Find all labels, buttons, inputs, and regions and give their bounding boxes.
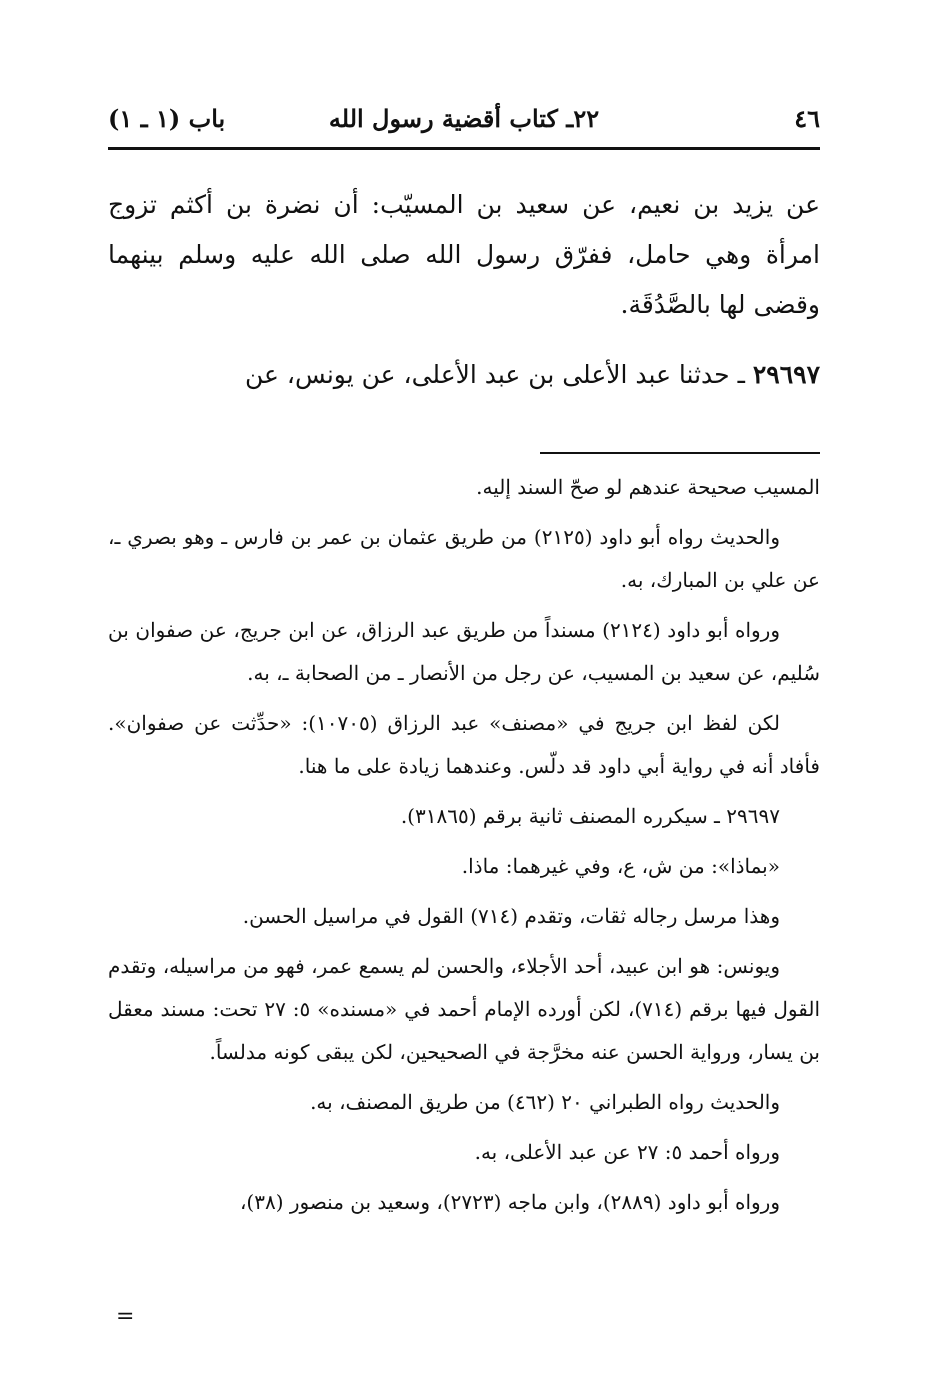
header-divider <box>108 147 820 150</box>
footnote-paragraph: لكن لفظ ابن جريج في «مصنف» عبد الرزاق (١٠٧٠٥): «حدِّثت عن صفوان». فأفاد أنه في رواية أبي داود قد دلّس. وعندهما زيادة على ما هنا. <box>108 711 820 778</box>
footnote-paragraph: والحديث رواه أبو داود (٢١٢٥) من طريق عثمان بن عمر بن فارس ـ وهو بصري ـ، عن علي بن المبارك، به. <box>108 525 820 592</box>
running-header <box>108 100 820 144</box>
chapter-reference: باب (١ ـ ١) <box>108 104 226 133</box>
footnote-paragraph: «بماذا»: من ش، ع، وفي غيرهما: ماذا. <box>461 854 780 878</box>
hadith-paragraph <box>108 350 820 400</box>
footnote-paragraph: ويونس: هو ابن عبيد، أحد الأجلاء، والحسن لم يسمع عمر، فهو من مراسيله، وتقدم القول فيها برقم (٧١٤)، لكن أورده الإمام أحمد في «مسنده» ٥: ٢٧ تحت: مسند معقل بن يسار، ورواية الحسن عنه مخرَّجة في الصحيحين، لكن يبقى كونه مدلساً. <box>108 954 820 1064</box>
footnote-paragraph: ٢٩٦٩٧ ـ سيكرره المصنف ثانية برقم (٣١٨٦٥). <box>400 804 780 828</box>
main-text <box>108 180 820 400</box>
footnote-paragraph: ورواه أبو داود (٢٨٨٩)، وابن ماجه (٢٧٢٣)، وسعيد بن منصور (٣٨)، <box>239 1190 780 1214</box>
footnote-paragraph: وهذا مرسل رجاله ثقات، وتقدم (٧١٤) القول في مراسيل الحسن. <box>242 904 780 928</box>
footnote-paragraph: ورواه أحمد ٥: ٢٧ عن عبد الأعلى، به. <box>474 1140 780 1164</box>
footnote-paragraph: والحديث رواه الطبراني ٢٠ (٤٦٢) من طريق المصنف، به. <box>310 1090 780 1114</box>
hadith-text: ـ حدثنا عبد الأعلى بن عبد الأعلى، عن يونس، عن <box>245 360 753 389</box>
footnote-paragraph: المسيب صحيحة عندهم لو صحّ السند إليه. <box>476 475 820 499</box>
footnote-paragraph: ورواه أبو داود (٢١٢٤) مسنداً من طريق عبد الرزاق، عن ابن جريج، عن صفوان بن سُليم، عن سعيد بن المسيب، عن رجل من الأنصار ـ من الصحابة ـ، به. <box>108 618 820 685</box>
page-number: ٤٦ <box>794 104 820 133</box>
footnote-divider <box>540 452 820 454</box>
book-title: ٢٢ـ كتاب أقضية رسول الله <box>328 104 600 133</box>
footnotes <box>108 466 820 1231</box>
main-paragraph: عن يزيد بن نعيم، عن سعيد بن المسيّب: أن نضرة بن أكثم تزوج امرأة وهي حامل، ففرّق رسول الله صلى الله عليه وسلم بينهما وقضى لها بالصَّدُقَة. <box>108 190 820 319</box>
hadith-number: ٢٩٦٩٧ <box>752 360 820 389</box>
continuation-mark: = <box>116 1304 135 1329</box>
